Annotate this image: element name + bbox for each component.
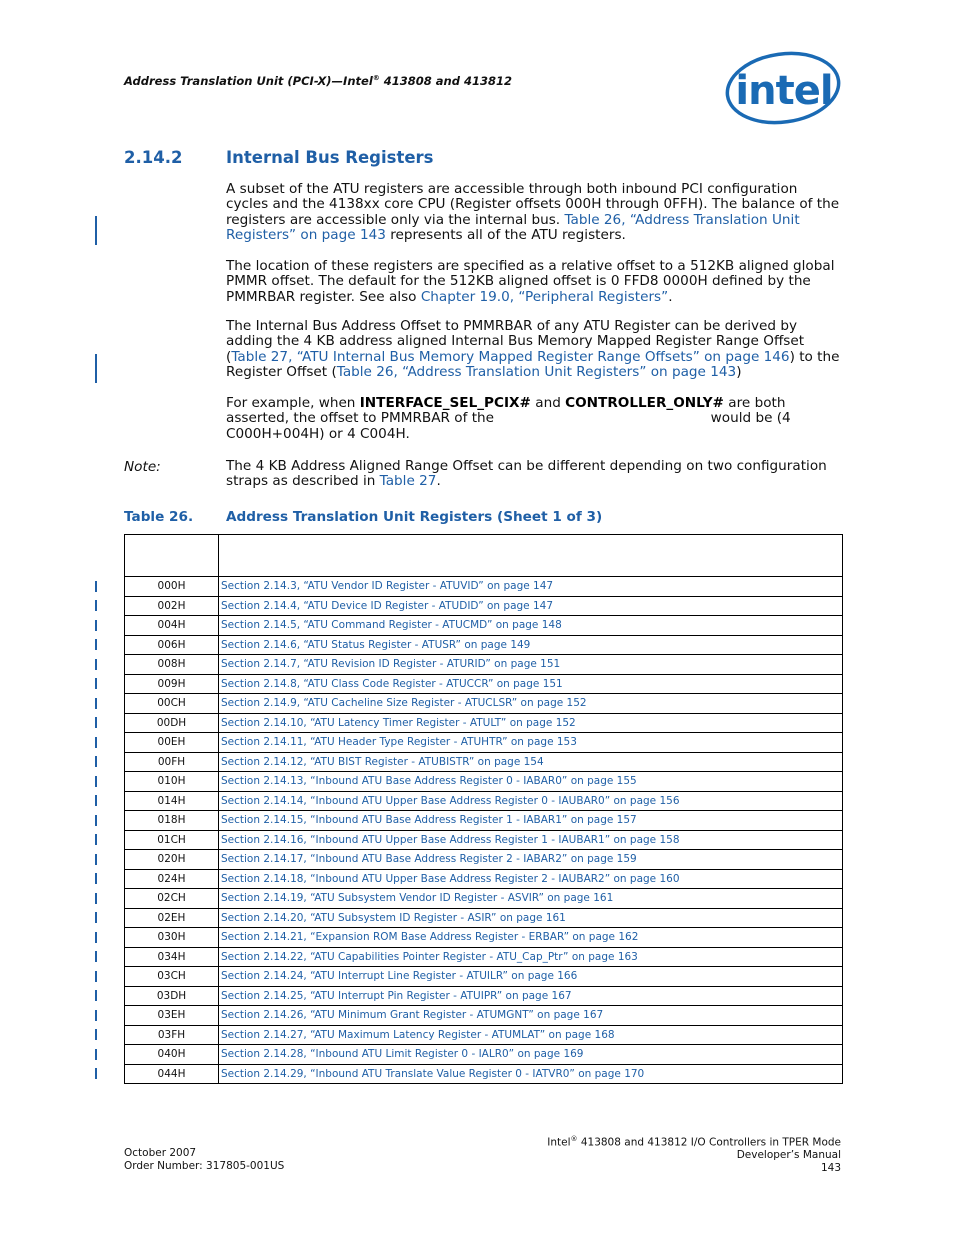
register-section-link[interactable]: Section 2.14.14, “Inbound ATU Upper Base Address Register 0 - IAUBAR0” on page 156 (219, 791, 843, 811)
register-section-link[interactable]: Section 2.14.11, “ATU Header Type Register - ATUHTR” on page 153 (219, 733, 843, 753)
register-section-link[interactable]: Section 2.14.7, “ATU Revision ID Register - ATURID” on page 151 (219, 655, 843, 675)
register-section-link[interactable]: Section 2.14.15, “Inbound ATU Base Address Register 1 - IABAR1” on page 157 (219, 811, 843, 831)
register-offset: 02CH (125, 889, 219, 909)
register-section-link[interactable]: Section 2.14.19, “ATU Subsystem Vendor ID Register - ASVIR” on page 161 (219, 889, 843, 909)
row-change-bar (95, 795, 97, 806)
register-offset: 040H (125, 1045, 219, 1065)
table-row (125, 791, 843, 811)
row-change-bar (95, 873, 97, 884)
register-offset: 03DH (125, 986, 219, 1006)
table-row (125, 869, 843, 889)
register-section-link[interactable]: Section 2.14.27, “ATU Maximum Latency Register - ATUMLAT” on page 168 (219, 1025, 843, 1045)
register-offset: 030H (125, 928, 219, 948)
table-row (125, 908, 843, 928)
register-section-link[interactable]: Section 2.14.6, “ATU Status Register - ATUSR” on page 149 (219, 635, 843, 655)
paragraph-4: For example, when INTERFACE_SEL_PCIX# and CONTROLLER_ONLY# are both asserted, the offset to PMMRBAR of the would be (4 C000H+004H) or 4 C004H. (226, 395, 791, 442)
register-offset: 03EH (125, 1006, 219, 1026)
register-section-link[interactable]: Section 2.14.22, “ATU Capabilities Pointer Register - ATU_Cap_Ptr” on page 163 (219, 947, 843, 967)
register-section-link[interactable]: Section 2.14.16, “Inbound ATU Upper Base Address Register 1 - IAUBAR1” on page 158 (219, 830, 843, 850)
paragraph-1: A subset of the ATU registers are accessible through both inbound PCI configuration cycles and the 4138xx core CPU (Register offsets 000H through 0FFH). The balance of the registers are accessible only via the internal bus. Table 26, “Address Translation Unit Registers” on page 143 represents all of the ATU registers. (226, 181, 840, 244)
table-row (125, 967, 843, 987)
register-offset: 01CH (125, 830, 219, 850)
row-change-bar (95, 1068, 97, 1079)
note-label: Note: (124, 459, 161, 475)
row-change-bar (95, 932, 97, 943)
row-change-bar (95, 639, 97, 650)
table-row (125, 986, 843, 1006)
row-change-bar (95, 971, 97, 982)
register-offset: 00CH (125, 694, 219, 714)
table-row (125, 947, 843, 967)
register-section-link[interactable]: Section 2.14.21, “Expansion ROM Base Address Register - ERBAR” on page 162 (219, 928, 843, 948)
footer-right (547, 1133, 841, 1174)
table-row (125, 713, 843, 733)
table-row (125, 752, 843, 772)
row-change-bar (95, 1010, 97, 1021)
table-row (125, 1045, 843, 1065)
register-offset: 008H (125, 655, 219, 675)
table-row (125, 596, 843, 616)
register-section-link[interactable]: Section 2.14.5, “ATU Command Register - ATUCMD” on page 148 (219, 616, 843, 636)
table-26-link[interactable]: Table 26, “Address Translation Unit Registers” on page 143 (226, 211, 800, 244)
row-change-bar (95, 678, 97, 689)
row-change-bar (95, 912, 97, 923)
change-bar (95, 216, 97, 245)
register-section-link[interactable]: Section 2.14.8, “ATU Class Code Register - ATUCCR” on page 151 (219, 674, 843, 694)
register-section-link[interactable]: Section 2.14.28, “Inbound ATU Limit Register 0 - IALR0” on page 169 (219, 1045, 843, 1065)
table-row (125, 1064, 843, 1084)
note-text: The 4 KB Address Aligned Range Offset can be different depending on two configuration straps as described in Table 27. (226, 458, 827, 490)
table-row (125, 655, 843, 675)
register-offset: 018H (125, 811, 219, 831)
table-27-link[interactable]: Table 27, “ATU Internal Bus Memory Mapped Register Range Offsets” on page 146 (231, 348, 790, 365)
table-row (125, 811, 843, 831)
register-section-link[interactable]: Section 2.14.4, “ATU Device ID Register - ATUDID” on page 147 (219, 596, 843, 616)
register-section-link[interactable]: Section 2.14.9, “ATU Cacheline Size Register - ATUCLSR” on page 152 (219, 694, 843, 714)
section-number: 2.14.2 (124, 148, 183, 167)
table-row (125, 674, 843, 694)
register-offset: 02EH (125, 908, 219, 928)
table-row (125, 577, 843, 597)
row-change-bar (95, 756, 97, 767)
running-header: Address Translation Unit (PCI-X)—Intel® 413808 and 413812 (124, 74, 512, 88)
register-section-link[interactable]: Section 2.14.20, “ATU Subsystem ID Register - ASIR” on page 161 (219, 908, 843, 928)
table-26-link-2[interactable]: Table 26, “Address Translation Unit Registers” on page 143 (336, 364, 737, 381)
row-change-bar (95, 717, 97, 728)
table-row (125, 635, 843, 655)
row-change-bar (95, 659, 97, 670)
row-change-bar (95, 620, 97, 631)
register-section-link[interactable]: Section 2.14.10, “ATU Latency Timer Register - ATULT” on page 152 (219, 713, 843, 733)
section-title: Internal Bus Registers (226, 148, 434, 167)
row-change-bar (95, 815, 97, 826)
register-offset: 024H (125, 869, 219, 889)
register-section-link[interactable]: Section 2.14.29, “Inbound ATU Translate Value Register 0 - IATVR0” on page 170 (219, 1064, 843, 1084)
row-change-bar (95, 698, 97, 709)
register-section-link[interactable]: Section 2.14.12, “ATU BIST Register - ATUBISTR” on page 154 (219, 752, 843, 772)
register-offset: 009H (125, 674, 219, 694)
footer-page-number: 143 (820, 1161, 841, 1174)
table-caption-title: Address Translation Unit Registers (Sheet 1 of 3) (226, 509, 603, 525)
footer-left (124, 1147, 284, 1172)
register-section-link[interactable]: Section 2.14.17, “Inbound ATU Base Address Register 2 - IABAR2” on page 159 (219, 850, 843, 870)
register-offset: 004H (125, 616, 219, 636)
row-change-bar (95, 990, 97, 1001)
register-section-link[interactable]: Section 2.14.13, “Inbound ATU Base Address Register 0 - IABAR0” on page 155 (219, 772, 843, 792)
register-section-link[interactable]: Section 2.14.25, “ATU Interrupt Pin Register - ATUIPR” on page 167 (219, 986, 843, 1006)
table-header-row (125, 535, 843, 577)
table-row (125, 772, 843, 792)
table-row (125, 694, 843, 714)
register-offset: 002H (125, 596, 219, 616)
table-row (125, 616, 843, 636)
register-offset: 03CH (125, 967, 219, 987)
register-offset: 00EH (125, 733, 219, 753)
row-change-bar (95, 834, 97, 845)
footer-date: October 2007 (124, 1147, 197, 1159)
row-change-bar (95, 951, 97, 962)
table-row (125, 850, 843, 870)
paragraph-3: The Internal Bus Address Offset to PMMRBAR of any ATU Register can be derived by adding the 4 KB address aligned Internal Bus Memory Mapped Register Range Offset (Table 27, “ATU Internal Bus Memory Mapped Register Range Offsets” on page 146) to the Register Offset (Table 26, “Address Translation Unit Registers” on page 143) (226, 318, 840, 381)
row-change-bar (95, 776, 97, 787)
register-offset: 020H (125, 850, 219, 870)
register-offset: 00DH (125, 713, 219, 733)
register-offset: 014H (125, 791, 219, 811)
change-bar (95, 354, 97, 383)
header-cell-offset (125, 535, 219, 577)
register-offset: 000H (125, 577, 219, 597)
table-row (125, 889, 843, 909)
register-offset: 044H (125, 1064, 219, 1084)
table-row (125, 1006, 843, 1026)
row-change-bar (95, 600, 97, 611)
footer-order-number: Order Number: 317805-001US (124, 1159, 285, 1172)
register-section-link[interactable]: Section 2.14.26, “ATU Minimum Grant Register - ATUMGNT” on page 167 (219, 1006, 843, 1026)
register-offset: 006H (125, 635, 219, 655)
svg-text:intel: intel (735, 68, 833, 114)
row-change-bar (95, 854, 97, 865)
table-row (125, 1025, 843, 1045)
register-offset: 03FH (125, 1025, 219, 1045)
footer-manual: Developer’s Manual (736, 1149, 841, 1161)
table-27-note-link[interactable]: Table 27 (379, 473, 437, 490)
paragraph-2: The location of these registers are specified as a relative offset to a 512KB aligned global PMMR offset. The default for the 512KB aligned offset is 0 FFD8 0000H defined by the PMMRBAR register. See also Chapter 19.0, “Peripheral Registers”. (226, 258, 835, 305)
row-change-bar (95, 737, 97, 748)
table-row (125, 830, 843, 850)
row-change-bar (95, 893, 97, 904)
chapter-19-link[interactable]: Chapter 19.0, “Peripheral Registers” (420, 288, 669, 305)
table-row (125, 928, 843, 948)
register-section-link[interactable]: Section 2.14.18, “Inbound ATU Upper Base Address Register 2 - IAUBAR2” on page 160 (219, 869, 843, 889)
row-change-bar (95, 1029, 97, 1040)
register-offset: 00FH (125, 752, 219, 772)
row-change-bar (95, 581, 97, 592)
register-offset: 010H (125, 772, 219, 792)
register-section-link[interactable]: Section 2.14.24, “ATU Interrupt Line Register - ATUILR” on page 166 (219, 967, 843, 987)
intel-logo (724, 50, 842, 128)
footer-product: Intel® 413808 and 413812 I/O Controllers in TPER Mode (547, 1135, 841, 1149)
register-offset: 034H (125, 947, 219, 967)
table-caption-number: Table 26. (124, 509, 194, 525)
table-row (125, 733, 843, 753)
register-section-link[interactable]: Section 2.14.3, “ATU Vendor ID Register - ATUVID” on page 147 (219, 577, 843, 597)
row-change-bar (95, 1049, 97, 1060)
header-cell-section (219, 535, 843, 577)
register-table (124, 534, 843, 1084)
